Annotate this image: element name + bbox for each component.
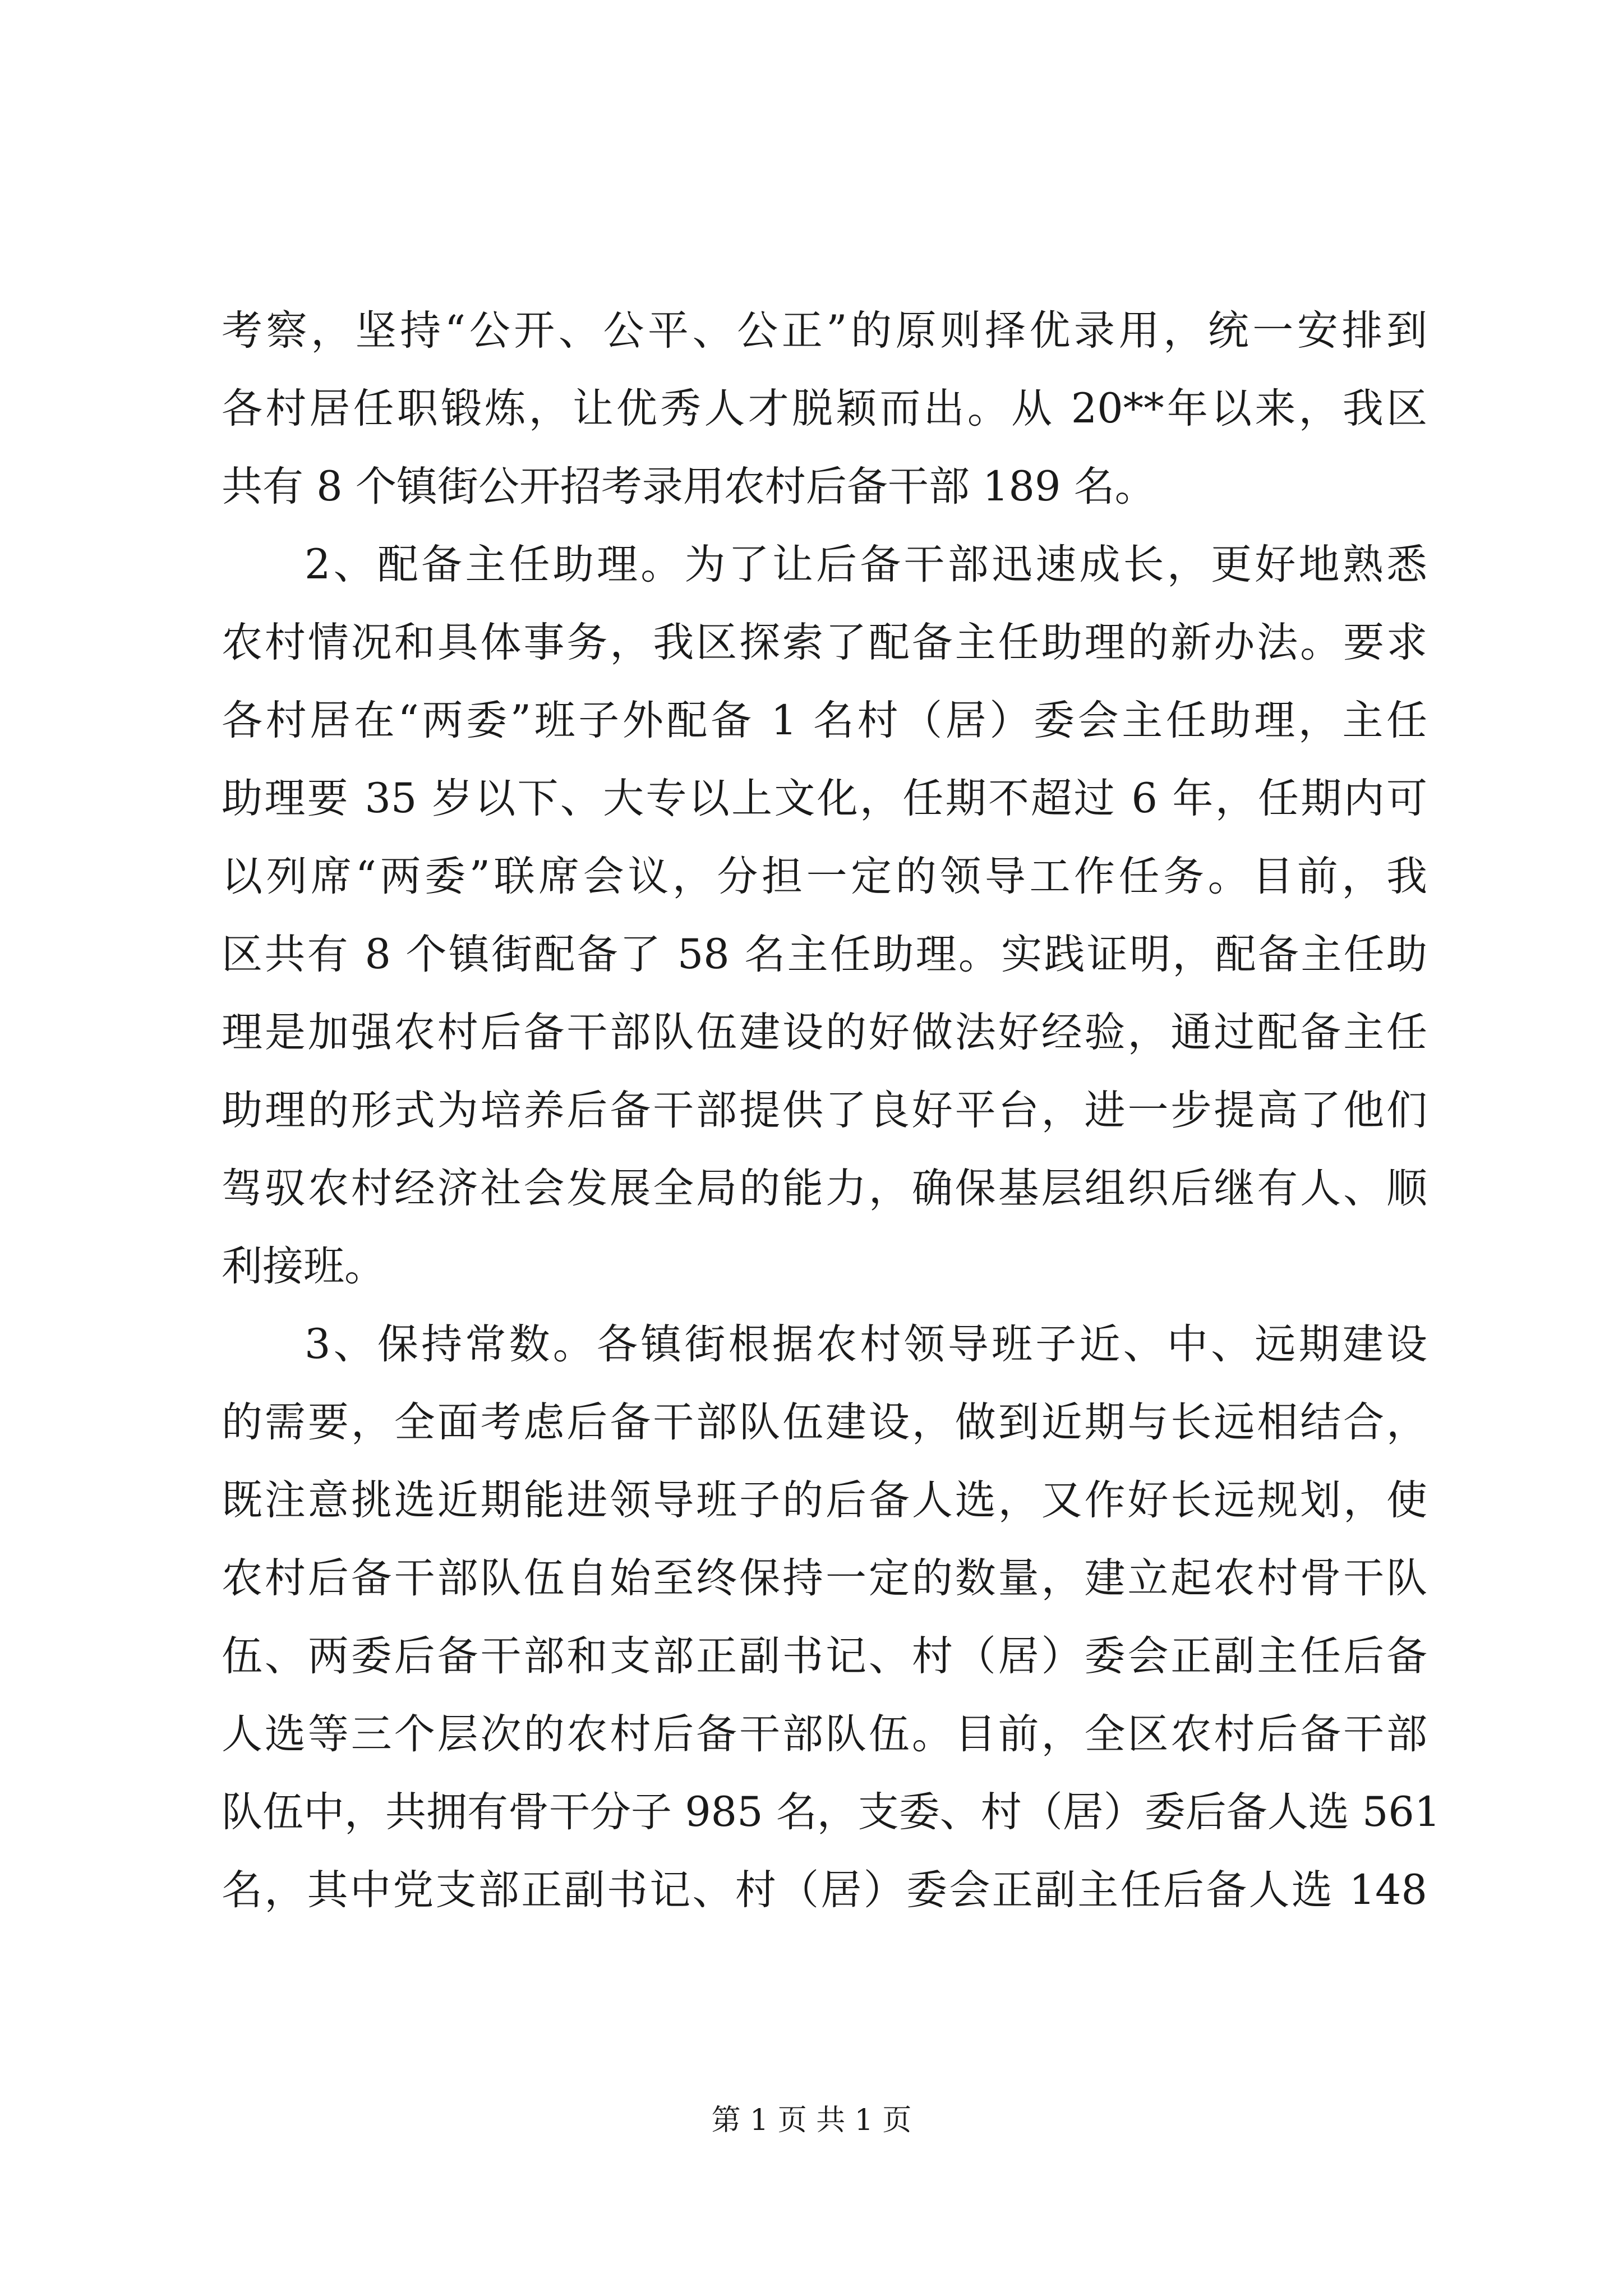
text-line: 农村后备干部队伍自始至终保持一定的数量，建立起农村骨干队 xyxy=(222,1554,1427,1602)
text-line: 区共有 8 个镇街配备了 58 名主任助理。实践证明，配备主任助 xyxy=(222,931,1427,978)
text-line: 各村居任职锻炼，让优秀人才脱颖而出。从 20**年以来，我区 xyxy=(222,385,1427,432)
text-line: 各村居在“两委”班子外配备 1 名村（居）委会主任助理，主任 xyxy=(222,697,1427,744)
paragraph-first-line: 2、配备主任助理。为了让后备干部迅速成长，更好地熟悉 xyxy=(305,541,1427,588)
paragraph-first-line: 3、保持常数。各镇街根据农村领导班子近、中、远期建设 xyxy=(305,1320,1427,1368)
text-line: 的需要，全面考虑后备干部队伍建设，做到近期与长远相结合， xyxy=(222,1398,1427,1446)
text-line: 考察，坚持“公开、公平、公正”的原则择优录用，统一安排到 xyxy=(222,307,1427,355)
text-line: 伍、两委后备干部和支部正副书记、村（居）委会正副主任后备 xyxy=(222,1632,1427,1680)
text-line: 农村情况和具体事务，我区探索了配备主任助理的新办法。要求 xyxy=(222,619,1427,666)
text-line: 驾驭农村经济社会发展全局的能力，确保基层组织后继有人、顺 xyxy=(222,1165,1427,1212)
text-line: 助理的形式为培养后备干部提供了良好平台，进一步提高了他们 xyxy=(222,1087,1427,1134)
text-line: 名，其中党支部正副书记、村（居）委会正副主任后备人选 148 xyxy=(222,1866,1427,1914)
text-line: 理是加强农村后备干部队伍建设的好做法好经验，通过配备主任 xyxy=(222,1009,1427,1056)
text-line: 助理要 35 岁以下、大专以上文化，任期不超过 6 年，任期内可 xyxy=(222,775,1427,822)
text-line: 以列席“两委”联席会议，分担一定的领导工作任务。目前，我 xyxy=(222,853,1427,900)
body-text xyxy=(222,292,1441,1929)
text-line: 既注意挑选近期能进领导班子的后备人选，又作好长远规划，使 xyxy=(222,1476,1427,1524)
page-number-label: 第 1 页 共 1 页 xyxy=(711,2104,912,2137)
text-line: 共有 8 个镇街公开招考录用农村后备干部 189 名。 xyxy=(222,463,1156,510)
page-footer xyxy=(0,2104,1623,2137)
text-line: 人选等三个层次的农村后备干部队伍。目前，全区农村后备干部 xyxy=(222,1710,1427,1758)
text-line: 队伍中，共拥有骨干分子 985 名，支委、村（居）委后备人选 561 xyxy=(222,1788,1441,1836)
text-line: 利接班。 xyxy=(222,1243,385,1290)
